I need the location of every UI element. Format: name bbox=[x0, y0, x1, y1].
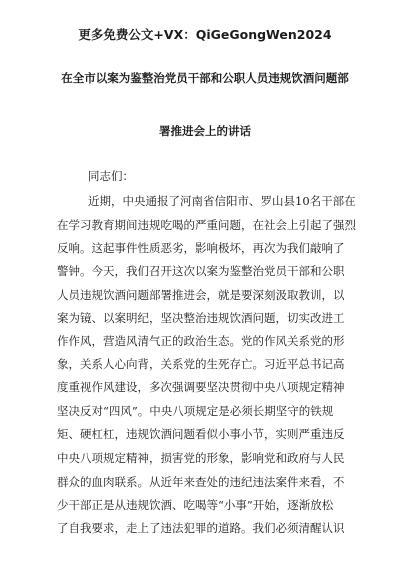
body-line: 度重视作风建设，多次强调要坚决贯彻中央八项规定精神 bbox=[57, 380, 345, 394]
promo-header: 更多免费公文+VX：QiGeGongWen2024 bbox=[78, 27, 332, 42]
body-line: 近期，中央通报了河南省信阳市、罗山县10名干部在 bbox=[88, 194, 356, 208]
body-line: 警钟。今天，我们召开这次以案为鉴整治党员干部和公职 bbox=[57, 264, 345, 278]
body-line: 反响。这起事件性质恶劣，影响极坏，再次为我们敲响了 bbox=[57, 241, 345, 255]
document-title-line-1: 在全市以案为鉴整治党员干部和公职人员违规饮酒问题部 bbox=[61, 71, 349, 85]
body-line: 案为镜、以案明纪，坚决整治违规饮酒问题，切实改进工 bbox=[57, 311, 345, 325]
body-line: 群众的血肉联系。从近年来查处的违纪违法案件来看，不 bbox=[57, 475, 345, 489]
body-line: 人员违规饮酒问题部署推进会，就是要深刻汲取教训，以 bbox=[57, 288, 345, 302]
document-title-line-2: 署推进会上的讲话 bbox=[159, 124, 251, 138]
body-line: 象，关系人心向背，关系党的生死存亡。习近平总书记高 bbox=[57, 357, 345, 371]
body-line: 在学习教育期间违规吃喝的严重问题，在社会上引起了强烈 bbox=[57, 218, 356, 232]
body-line: 中央八项规定精神，损害党的形象，影响党和政府与人民 bbox=[57, 451, 345, 465]
body-line: 坚决反对“四风”。中央八项规定是必须长期坚守的铁规 bbox=[57, 404, 334, 418]
body-line: 作作风，营造风清气正的政治生态。党的作风关系党的形 bbox=[57, 334, 345, 348]
body-line: 少干部正是从违规饮酒、吃喝等“小事”开始，逐渐放松 bbox=[57, 498, 334, 512]
body-line: 矩、硬杠杠，违规饮酒问题看似小事小节，实则严重违反 bbox=[57, 427, 345, 441]
salutation: 同志们： bbox=[88, 169, 134, 183]
body-line: 了自我要求，走上了违法犯罪的道路。我们必须清醒认识 bbox=[57, 521, 345, 535]
